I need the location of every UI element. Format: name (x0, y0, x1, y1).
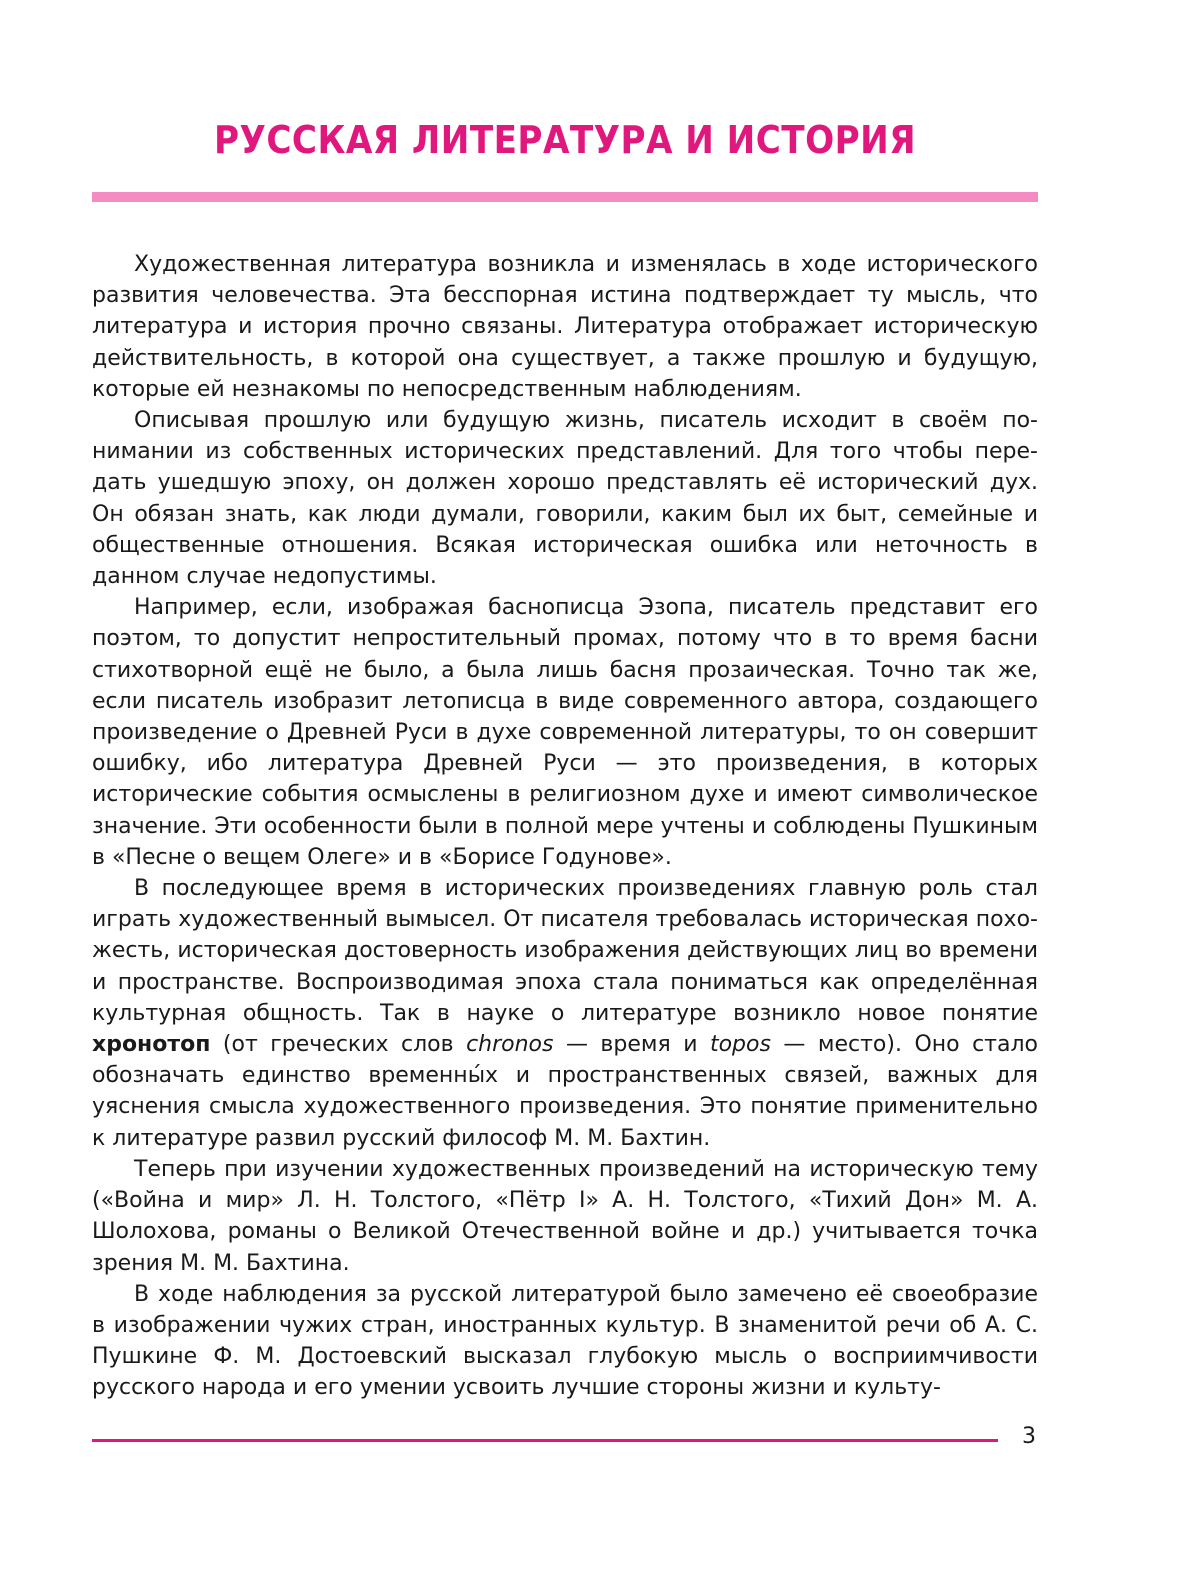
paragraph-6: В ходе наблюдения за русской литературой было замечено её своеобразие в изображении чужих стран, иностранных культур. В знаменитой речи об А. С. Пушкине Ф. М. Достоевский высказал глубокую мысль о восприимчивости русского народа и его умении усвоить лучшие стороны жизни и культу- (92, 1281, 1038, 1401)
paragraph-4-text-a: В последующее время в исторических произведениях главную роль стал играть художественный вымысел. От писателя требовалась историческая похожесть, историческая достоверность изображения действующих лиц во времени и пространстве. Воспроизводимая эпоха стала пониматься как определённая культурная общность. Так в науке о литературе возникло новое понятие (92, 876, 1038, 1026)
page-number: 3 (1022, 1424, 1036, 1449)
term-chronotope: хронотоп (92, 1032, 211, 1058)
title-divider (92, 192, 1038, 202)
footer-divider (92, 1439, 998, 1442)
paragraph-4-text-c: — время и (553, 1032, 710, 1058)
greek-word-chronos: chronos (466, 1032, 554, 1058)
page-title: РУССКАЯ ЛИТЕРАТУРА И ИСТОРИЯ (214, 118, 916, 162)
body-text (92, 249, 1038, 1404)
paragraph-3: Например, если, изображая баснописца Эзопа, писатель представит его поэтом, то допустит непростительный промах, потому что в то время басни стихотворной ещё не было, а была лишь басня прозаическая. Точно так же, если писатель изобразит летописца в виде современного автора, создающего произведение о Древней Руси в духе современной литературы, то он совершит ошибку, ибо литература Древней Руси — это произведения, в которых исторические события осмыслены в религиозном духе и имеют символическое значение. Эти особенности были в полной мере учтены и соблюдены Пушкиным в «Песне о вещем Олеге» и в «Борисе Годунове». (92, 595, 1038, 870)
paragraph-2: Описывая прошлую или будущую жизнь, писатель исходит в своём понимании из собственных исторических представлений. Для того чтобы передать ушедшую эпоху, он должен хорошо представлять её исторический дух. Он обязан знать, как люди думали, говорили, каким был их быт, семейные и общественные отношения. Всякая историческая ошибка или неточность в данном случае недопустимы. (92, 408, 1038, 590)
paragraph-4-text-b: (от греческих слов (210, 1032, 467, 1058)
paragraph-4 (92, 873, 1038, 1154)
paragraph-5: Теперь при изучении художественных произведений на историческую тему («Война и мир» Л. Н. Толстого, «Пётр I» А. Н. Толстого, «Тихий Дон» М. А. Шолохова, романы о Великой Отечественной войне и др.) учитывается точка зрения М. М. Бахтина. (92, 1156, 1038, 1276)
paragraph-1: Художественная литература возникла и изменялась в ходе исторического развития человечества. Эта бесспорная истина подтверждает ту мысль, что литература и история прочно связаны. Литература отображает историческую действительность, в которой она существует, а также прошлую и будущую, которые ей незнакомы по непосредственным наблюдениям. (92, 252, 1038, 402)
paragraph-4-text-d: — место). Оно стало обозначать единство временны́х и пространственных связей, важных для уяснения смысла художественного произведения. Это понятие применительно к литературе развил русский философ М. М. Бахтин. (92, 1032, 1038, 1151)
greek-word-topos: topos (709, 1032, 771, 1058)
